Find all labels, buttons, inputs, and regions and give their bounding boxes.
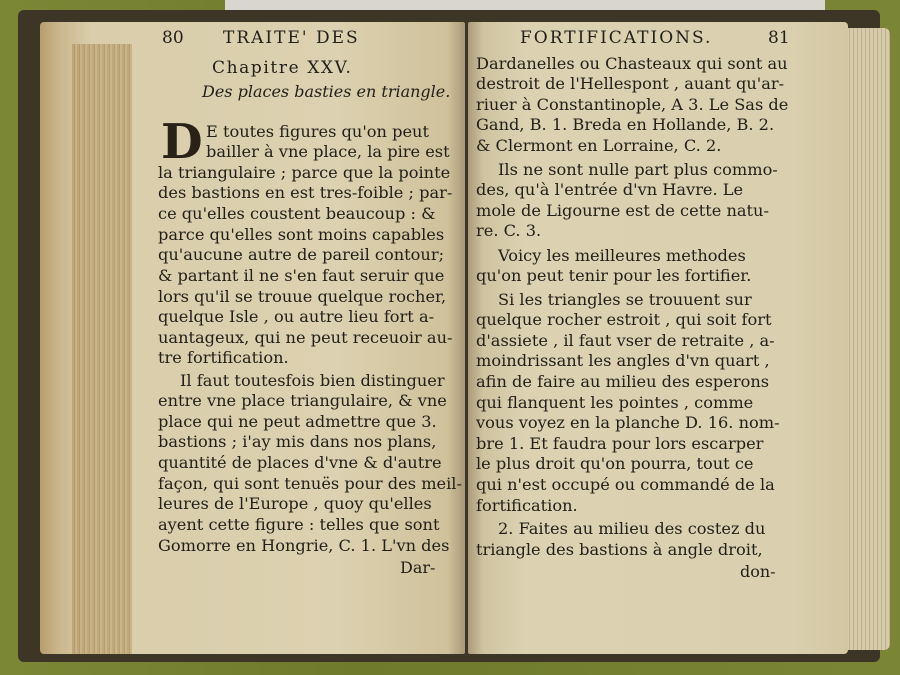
text-line: triangle des bastions à angle droit,	[476, 540, 763, 559]
text-line: 2. Faites au milieu des costez du	[498, 519, 766, 538]
text-line: Ils ne sont nulle part plus commo-	[498, 160, 778, 179]
catchword: Dar-	[400, 558, 436, 577]
text-line: Voicy les meilleures methodes	[498, 246, 746, 265]
chapter-heading: Chapitre XXV.	[212, 58, 353, 78]
text-line: ce qu'elles coustent beaucoup : &	[158, 204, 436, 223]
left-page	[40, 22, 465, 654]
text-line: leures de l'Europe , quoy qu'elles	[158, 494, 432, 513]
text-line: le plus droit qu'on pourra, tout ce	[476, 454, 754, 473]
text-line: des, qu'à l'entrée d'vn Havre. Le	[476, 180, 744, 199]
left-running-head: TRAITE' DES	[223, 28, 360, 48]
text-line: ayent cette figure : telles que sont	[158, 515, 440, 534]
text-line: Il faut toutesfois bien distinguer	[180, 371, 445, 390]
text-line: d'assiete , il faut vser de retraite , a-	[476, 331, 775, 350]
text-line: Gomorre en Hongrie, C. 1. L'vn des	[158, 536, 450, 555]
text-line: entre vne place triangulaire, & vne	[158, 391, 447, 410]
text-line: uantageux, qui ne peut receuoir au-	[158, 328, 453, 347]
text-line: qui flanquent les pointes , comme	[476, 393, 754, 412]
text-line: façon, qui sont tenuës pour des meil-	[158, 474, 462, 493]
text-line: place qui ne peut admettre que 3.	[158, 412, 437, 431]
text-line: qu'on peut tenir pour les fortifier.	[476, 266, 752, 285]
text-line: quelque Isle , ou autre lieu fort a-	[158, 307, 435, 326]
text-line: moindrissant les angles d'vn quart ,	[476, 351, 770, 370]
text-line: tre fortification.	[158, 348, 289, 367]
right-running-head: FORTIFICATIONS.	[520, 28, 713, 48]
text-line: mole de Ligourne est de cette natu-	[476, 201, 769, 220]
text-line: destroit de l'Hellespont , auant qu'ar-	[476, 74, 785, 93]
text-line: qu'aucune autre de pareil contour;	[158, 245, 445, 264]
text-line: quelque rocher estroit , qui soit fort	[476, 310, 772, 329]
backdrop-strip	[225, 0, 825, 10]
text-line: qui n'est occupé ou commandé de la	[476, 475, 775, 494]
page-edges-right	[846, 28, 890, 650]
text-line: lors qu'il se trouue quelque rocher,	[158, 287, 447, 306]
text-line: Si les triangles se trouuent sur	[498, 290, 752, 309]
chapter-subtitle: Des places basties en triangle.	[202, 82, 451, 101]
right-folio: 81	[768, 28, 790, 48]
text-line: bailler à vne place, la pire est	[206, 142, 450, 161]
text-line: bre 1. Et faudra pour lors escarper	[476, 434, 764, 453]
text-line: E toutes figures qu'on peut	[206, 122, 429, 141]
text-line: & Clermont en Lorraine, C. 2.	[476, 136, 722, 155]
text-line: Dardanelles ou Chasteaux qui sont au	[476, 54, 788, 73]
text-line: re. C. 3.	[476, 221, 542, 240]
text-line: quantité de places d'vne & d'autre	[158, 453, 442, 472]
catchword: don-	[740, 562, 776, 581]
text-line: la triangulaire ; parce que la pointe	[158, 163, 451, 182]
text-line: fortification.	[476, 496, 578, 515]
page-edges-left	[72, 44, 132, 654]
text-line: afin de faire au milieu des esperons	[476, 372, 770, 391]
text-line: riuer à Constantinople, A 3. Le Sas de	[476, 95, 789, 114]
text-line: Gand, B. 1. Breda en Hollande, B. 2.	[476, 115, 775, 134]
text-line: & partant il ne s'en faut seruir que	[158, 266, 445, 285]
drop-cap: D	[161, 114, 203, 170]
text-line: parce qu'elles sont moins capables	[158, 225, 445, 244]
left-folio: 80	[162, 28, 184, 48]
text-line: des bastions en est tres-foible ; par-	[158, 183, 453, 202]
open-book	[18, 10, 880, 662]
right-page	[468, 22, 848, 654]
text-line: vous voyez en la planche D. 16. nom-	[476, 413, 780, 432]
text-line: bastions ; i'ay mis dans nos plans,	[158, 432, 437, 451]
